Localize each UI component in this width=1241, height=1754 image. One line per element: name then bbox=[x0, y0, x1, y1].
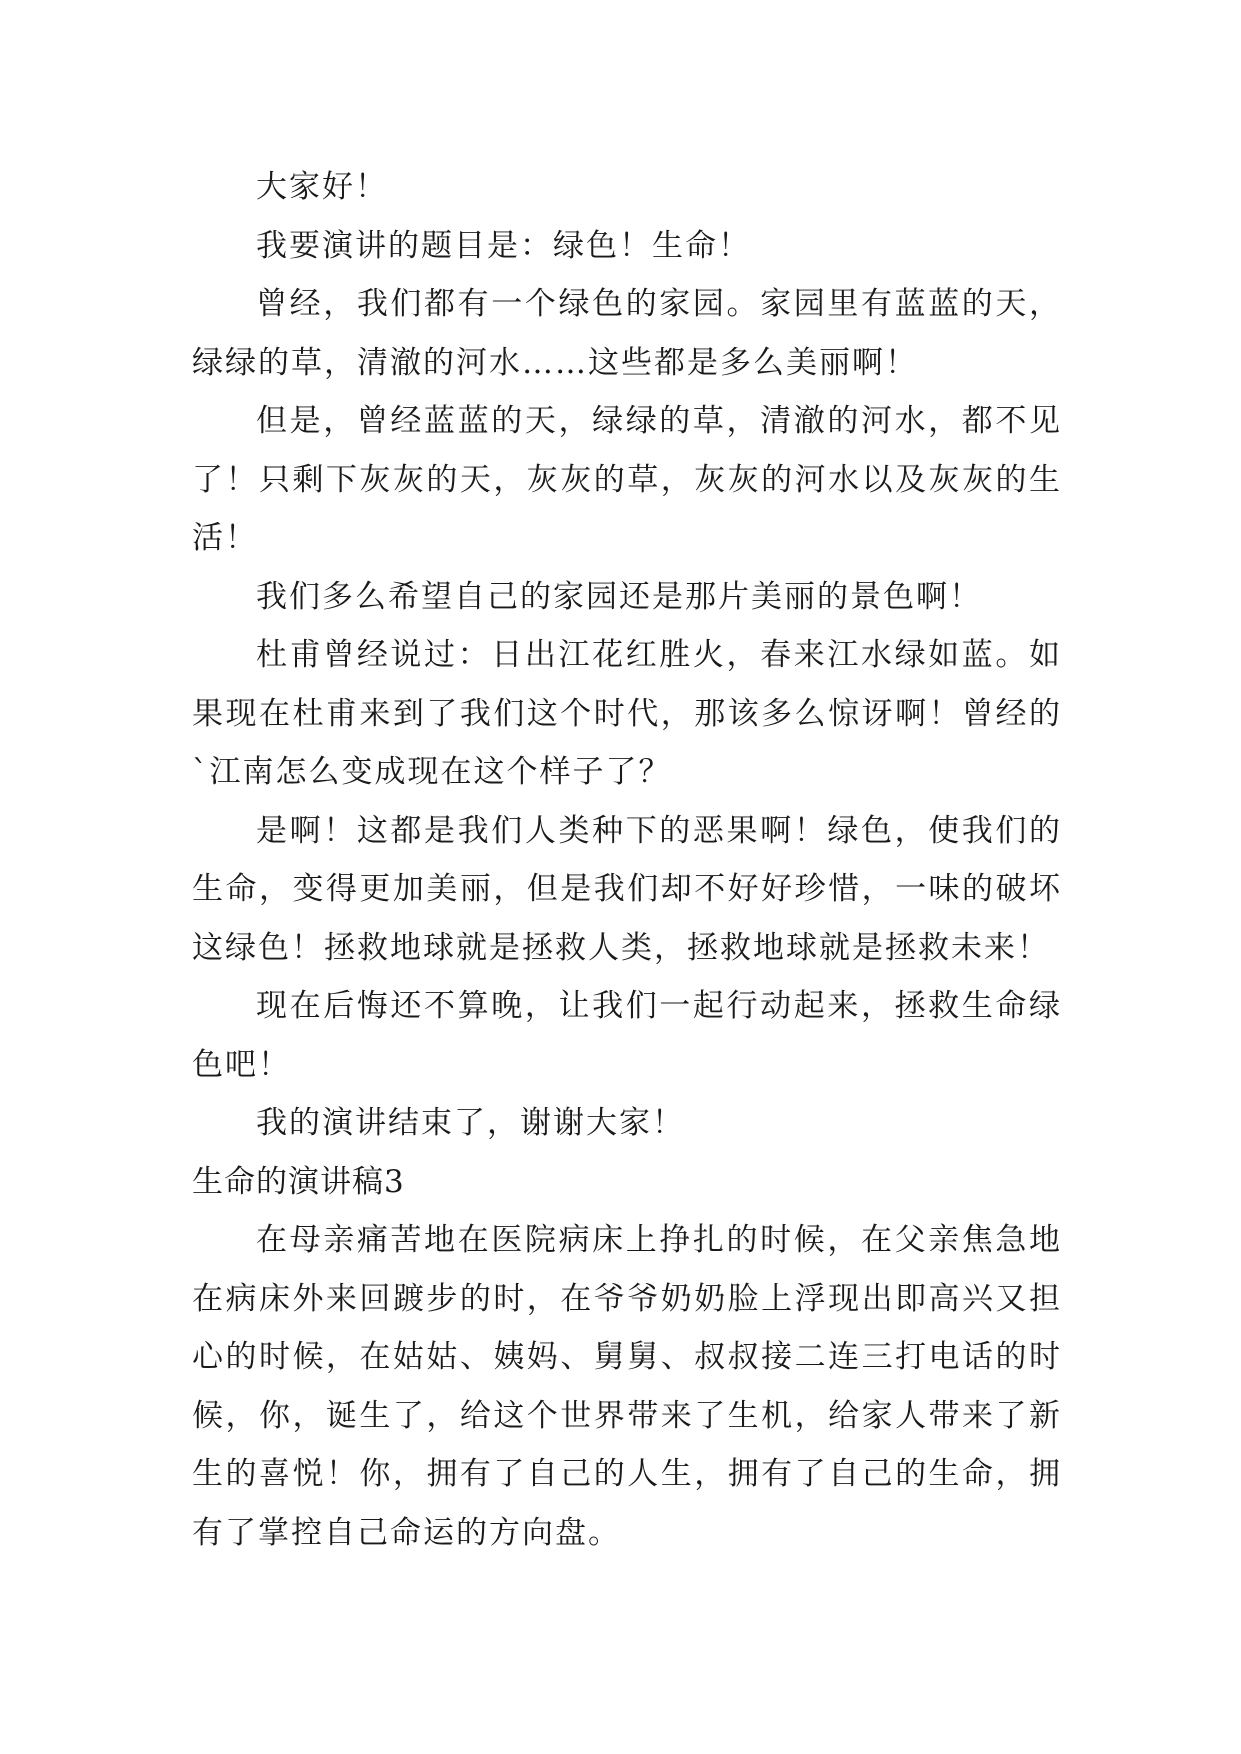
paragraph-bad-fruit: 是啊！这都是我们人类种下的恶果啊！绿色，使我们的生命，变得更加美丽，但是我们却不好好珍惜，一味的破坏这绿色！拯救地球就是拯救人类，拯救地球就是拯救未来！ bbox=[192, 812, 1062, 966]
document-body bbox=[192, 158, 1062, 1562]
section-title: 生命的演讲稿3 bbox=[192, 1163, 405, 1200]
paragraph-birth: 在母亲痛苦地在医院病床上挣扎的时候，在父亲焦急地在病床外来回踱步的时，在爷爷奶奶脸上浮现出即高兴又担心的时候，在姑姑、姨妈、舅舅、叔叔接二连三打电话的时候，你，诞生了，给这个世界带来了生机，给家人带来了新生的喜悦！你，拥有了自己的人生，拥有了自己的生命，拥有了掌控自己命运的方向盘。 bbox=[192, 1222, 1062, 1551]
paragraph-du-fu: 杜甫曾经说过：日出江花红胜火，春来江水绿如蓝。如果现在杜甫来到了我们这个时代，那该多么惊讶啊！曾经的`江南怎么变成现在这个样子了？ bbox=[192, 637, 1062, 790]
paragraph-closing: 我的演讲结束了，谢谢大家！ bbox=[256, 1105, 685, 1141]
paragraph-gray-world: 但是，曾经蓝蓝的天，绿绿的草，清澈的河水，都不见了！只剩下灰灰的天，灰灰的草，灰灰的河水以及灰灰的生活！ bbox=[192, 403, 1062, 556]
paragraph-act-now: 现在后悔还不算晚，让我们一起行动起来，拯救生命绿色吧！ bbox=[192, 988, 1062, 1083]
paragraph-greeting: 大家好！ bbox=[256, 169, 388, 205]
paragraph-hope: 我们多么希望自己的家园还是那片美丽的景色啊！ bbox=[256, 578, 982, 615]
paragraph-green-home: 曾经，我们都有一个绿色的家园。家园里有蓝蓝的天，绿绿的草，清澈的河水……这些都是多么美丽啊！ bbox=[192, 286, 1062, 381]
paragraph-topic: 我要演讲的题目是：绿色！生命！ bbox=[256, 227, 751, 264]
